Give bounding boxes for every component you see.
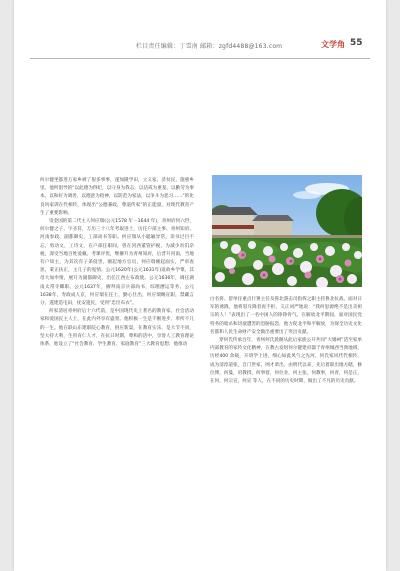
page-number: 55: [350, 38, 363, 48]
header-divider: [30, 58, 370, 59]
page-header: [14, 38, 386, 54]
paragraph: 白名将、留单任重点行署主任及鲁北游击司指挥之职主持鲁北抗战，面对日军的诱降，他将怒斥降者再不拒，义正词严地说：“我何思源绝不是出卖祖宗的人！”表现出了一名中国人的铮铮骨气。在解放北平期间，面对国民党特务的暗杀和切欲遭害的恐胁报恐，他力促北平和平解放，为保全历史文化名都和人民生命财产安全做出重要出了突出贡献。: [210, 297, 362, 335]
paragraph: 崇金国的第二代主人何应瑞(公元1578 年－1644 年)，青州府何六世，何尔健之子，字圣符，万历三十八年考取进士，历任户部主事、青州知府、河南参政、副都御史、工部尚书等职。何应瑞从小聪颖异常，读书过目不忘，勇动文，工诗文，在户部任职间，曾在河西董管护税，为减少贫饥杂税，深受当地百姓爱戴。考课评优，继擢升为青州知府，后晋升河南，当地有户知主，为其次有子弟侵害，刚起地方官员，何应瑞刚起面实，严审查惩，秉正扶正，主儿子的冤情。公元1620年(公元1631年)返故乡学菜，其母大加申情，展升为副都御史，出任江西左布政使。公元1636年，调任湖南太常寺卿职。公元1637年，擢拜南京兵部尚书，综理漕运等务。公元1638年，寿政成人京，何应瑞在任上，勤心仕出，何应瑞赐宣职，禁藏言分，遂建造屯田，抚安遗民，受到“忠臣布衣”。: [40, 219, 194, 307]
paragraph: 何尔健坐都进万家乡被了很多事事，遂加隆学田，立义家，济贫民，施惠乡里。他所倡导的“以此德为得纪，以守身为我志，以洁戒为重基，以勤劳为事本，以和好为调善，以德意为指神，以防范为家法，以争斗为恶习……”的化良风家训在代相传，体现出“公德兼政，尊道传家”的正能量，对现代教育产生了重要影响。: [40, 178, 194, 216]
editor-contact-line: 栏目责任编辑：丁雪南 邮箱：zgfd4488@163.com: [136, 43, 283, 50]
magazine-page: [14, 0, 386, 571]
paragraph: 穿何氏传承百年，青州何氏晨阁从此后家族公开共同“大婚祠”活至家单内部教育的家传文化精神，在教古发组何尔健建府邸于青州城西当典地域，历经400 余载，开班学上进，细心如此风气之先河，何氏家风代代相传，成为清淳道张，自门世家，网才辈出，由明代以来，先后着职出地方储，修位博，何曼，府教授，何事督，何位业，何主张，何教事，何青，何是正，在何，何宗宣，何宣 等人，在不同的历史时期，做出了不凡的历史贡献。: [210, 338, 362, 385]
paragraph: 何家清居青州府后十六代前，是中国现代史上著名的教育家、社会活动家和爱国民主人士，在此内外享有盛誉。他积极一生是不断进步、奉所不几的一生。他在联山东建职院心教育，供应新渠，在教育实乐，是大节不同，坚大持大利，生用育仁人才，在抗日时期，尊和的活中，享誉人工教育理论体系，他设立了“社会教育、学生教育、家庭教育”三大教育思想；他推动: [40, 309, 194, 348]
courtyard-peony-garden-photo: [212, 175, 362, 287]
left-text-column: [40, 177, 194, 349]
right-text-column: [210, 296, 362, 386]
section-label: 文学角: [321, 40, 345, 49]
